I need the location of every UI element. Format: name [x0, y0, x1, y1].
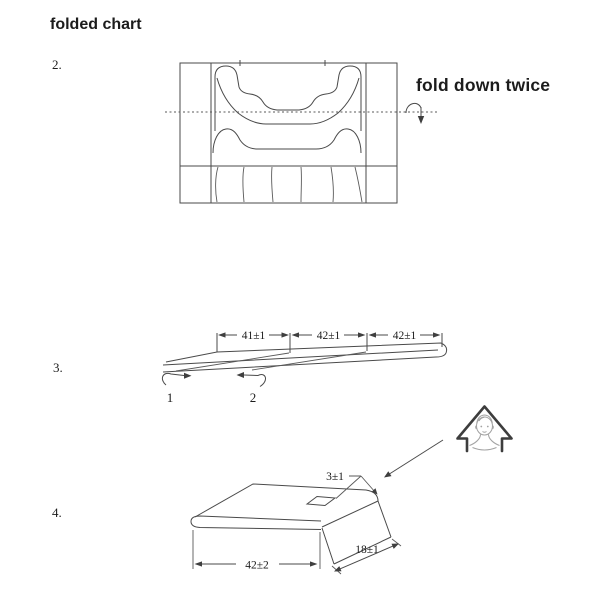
curl-fold-left-arrow-icon: [237, 372, 266, 387]
step4-label-slot: [307, 497, 335, 506]
step3-diagram: [53, 330, 447, 405]
face-in-triangle-logo-icon: [458, 407, 512, 452]
step4-top-face: [195, 484, 378, 527]
step3-fold-label-2: 2: [249, 390, 257, 405]
step3-fold-label-1: 1: [166, 390, 174, 405]
step3-dim3: 42±1: [392, 330, 417, 342]
step2-panel-lines: [180, 60, 397, 203]
curl-fold-right-arrow-icon: [162, 373, 191, 385]
step3-number: 3.: [53, 360, 63, 375]
step2-fringe-lines: [216, 167, 362, 202]
step4-folded-edge-tube: [191, 516, 321, 530]
step4-dim-label-offset: 3±1: [326, 471, 344, 483]
step2-instruction: fold down twice: [416, 75, 551, 95]
step4-dim-width: 42±2: [245, 559, 269, 572]
page-title: folded chart: [50, 16, 142, 33]
step4-number: 4.: [52, 505, 62, 520]
step2-diagram: [52, 57, 550, 203]
step2-outer-rect: [180, 63, 397, 203]
step3-strip-outline: [163, 343, 447, 372]
step2-number: 2.: [52, 57, 62, 72]
fold-down-arrow-icon: [406, 103, 424, 124]
step3-dim2: 42±1: [316, 330, 341, 342]
step4-diagram: [52, 407, 512, 575]
step3-dim1: 41±1: [241, 330, 266, 342]
step4-dim-flap: 18±1: [355, 544, 379, 556]
diagonal-pointer-arrow-icon: [384, 440, 443, 478]
step2-garment-curves: [213, 66, 361, 153]
